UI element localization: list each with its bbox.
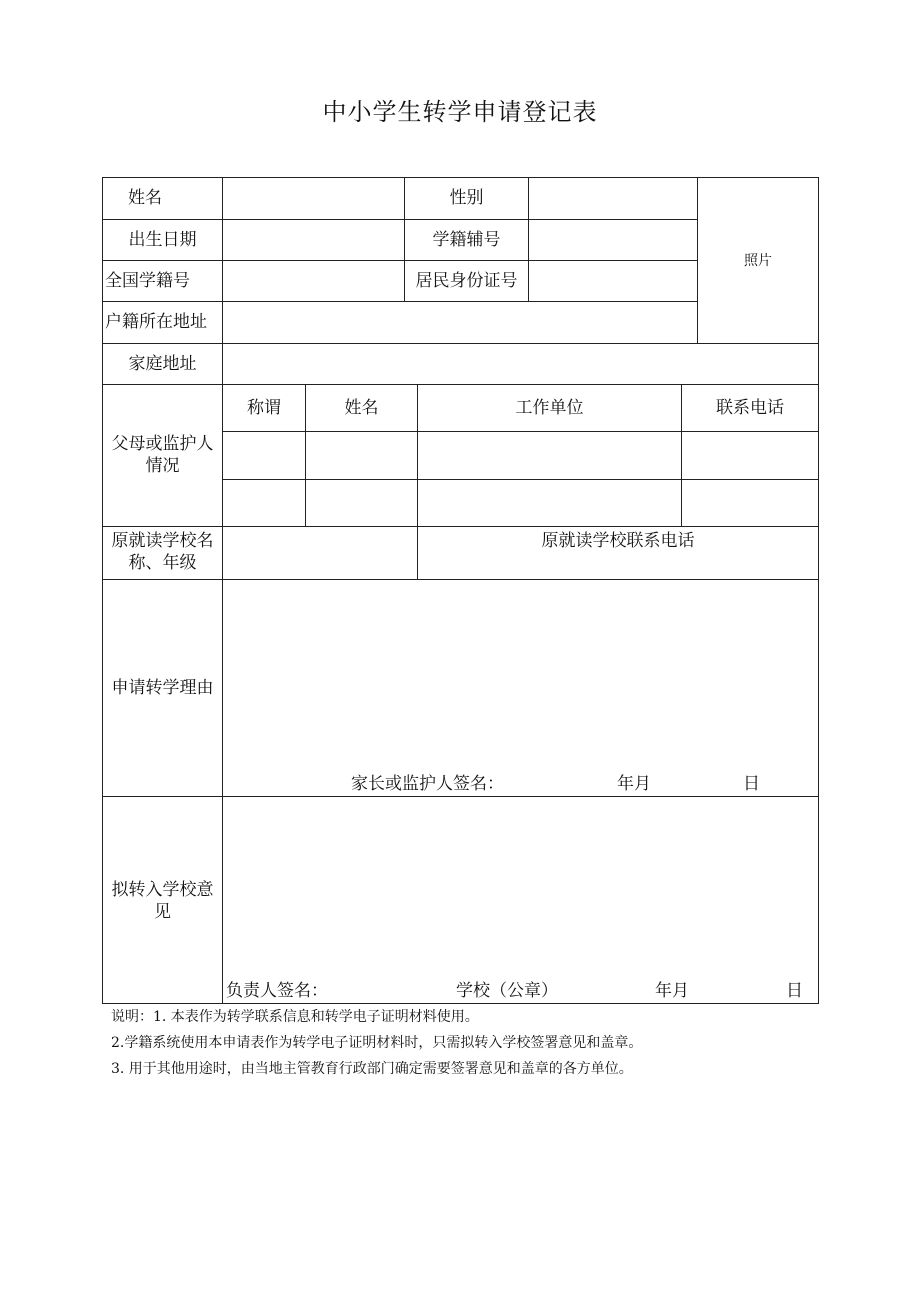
target-year-month: 年月 — [655, 981, 689, 1001]
form-notes — [111, 1004, 642, 1082]
birth-date-label: 出生日期 — [128, 230, 197, 250]
original-school-phone-label: 原就读学校联系电话 — [541, 531, 695, 551]
guardian-row-1[interactable] — [223, 432, 818, 479]
principal-signature-label: 负责人签名： — [226, 981, 328, 1001]
household-address-label: 户籍所在地址 — [105, 312, 207, 332]
guardian-header-relation: 称谓 — [247, 398, 281, 418]
reason-label: 申请转学理由 — [111, 678, 214, 698]
citizen-id-label: 居民身份证号 — [415, 271, 518, 291]
form-title: 中小学生转学申请登记表 — [322, 98, 598, 126]
photo-box[interactable] — [698, 178, 818, 343]
reason-field[interactable] — [223, 580, 818, 760]
target-school-label: 拟转入学校意见 — [111, 880, 214, 922]
target-day: 日 — [786, 981, 803, 1001]
name-label: 姓名 — [128, 188, 162, 208]
name-field[interactable] — [223, 178, 404, 219]
original-school-label: 原就读学校名称、年级 — [111, 531, 214, 573]
birth-date-field[interactable] — [223, 220, 404, 260]
home-address-label: 家庭地址 — [128, 354, 197, 374]
guardian-header-employer: 工作单位 — [515, 398, 584, 418]
guardian-label: 父母或监护人情况 — [111, 434, 214, 476]
table-border-left — [102, 177, 103, 1004]
target-school-opinion-field[interactable] — [223, 797, 818, 967]
row-divider — [102, 384, 819, 385]
national-id-field[interactable] — [223, 261, 404, 301]
note-line: 说明：1. 本表作为转学联系信息和转学电子证明材料使用。 — [111, 1009, 479, 1025]
gender-field[interactable] — [529, 178, 697, 219]
note-line: 2.学籍系统使用本申请表作为转学电子证明材料时，只需拟转入学校签署意见和盖章。 — [111, 1035, 643, 1051]
aux-id-field[interactable] — [529, 220, 697, 260]
citizen-id-field[interactable] — [529, 261, 697, 301]
row-divider — [102, 526, 819, 527]
guardian-row-2[interactable] — [223, 480, 818, 526]
reason-year-month: 年月 — [617, 774, 651, 794]
home-address-field[interactable] — [223, 344, 818, 384]
household-address-field[interactable] — [223, 302, 697, 343]
guardian-header-name: 姓名 — [344, 398, 379, 418]
school-seal-label: 学校（公章） — [456, 981, 558, 1001]
guardian-header-phone: 联系电话 — [716, 398, 784, 418]
gender-label: 性别 — [449, 188, 484, 208]
national-id-label: 全国学籍号 — [105, 271, 190, 291]
original-school-field[interactable] — [223, 527, 417, 579]
photo-label: 照片 — [744, 253, 772, 269]
aux-id-label: 学籍辅号 — [432, 230, 501, 250]
table-border-right — [818, 177, 819, 1004]
note-line: 3. 用于其他用途时，由当地主管教育行政部门确定需要签署意见和盖章的各方单位。 — [111, 1061, 633, 1077]
reason-day: 日 — [743, 774, 760, 794]
guardian-signature-label: 家长或监护人签名： — [351, 774, 504, 794]
